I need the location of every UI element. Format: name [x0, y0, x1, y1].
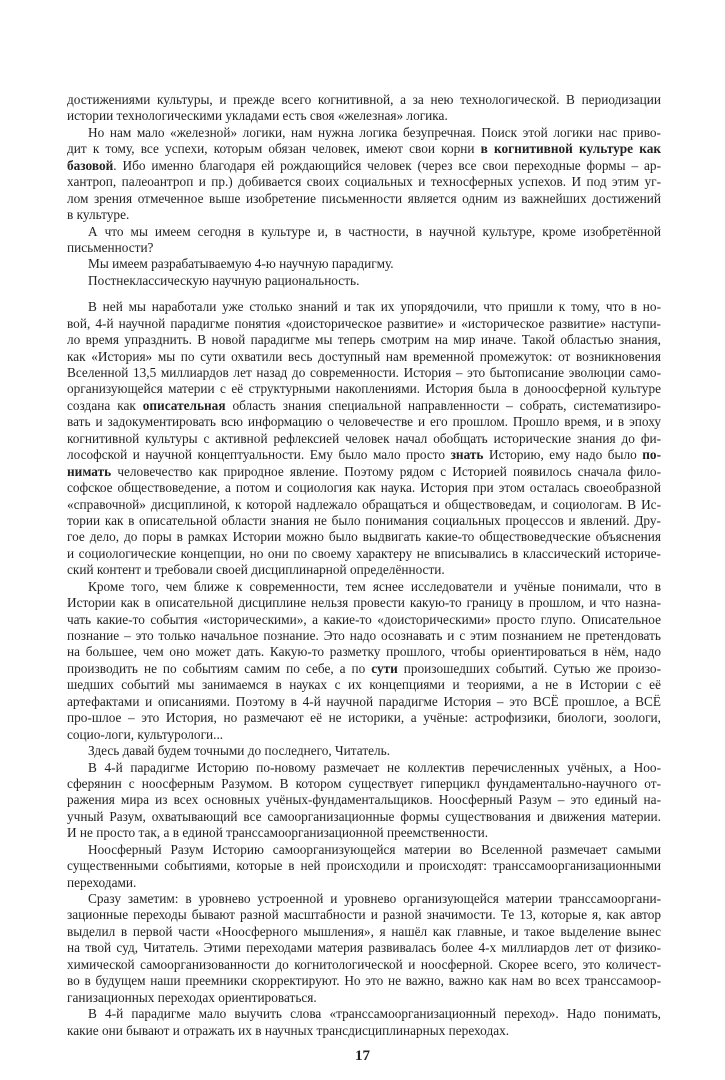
text-line: Но нам мало «железной» логики, нам нужна логика безупречная. Поиск этой логики нас приво- [88, 124, 661, 140]
paragraph [67, 125, 661, 224]
body-text [67, 92, 661, 1039]
text-line: про-шлое – это История, но размечают её не историки, а учёные: астрофизики, биологи, зоологи, [67, 710, 661, 726]
text-line: гое дело, до поры в рамках Истории можно было выдвигать какие-то обществоведческие объяснения [67, 529, 661, 545]
text-line: производить не по событиям самим по себе, а по сути произошедших событий. Сутью же произо- [67, 660, 661, 676]
paragraph [67, 299, 661, 578]
text-line: тории как в описательной области знания не было понимания социальных процессов и явлений. Дру- [67, 512, 661, 528]
text-line: В 4-й парадигме Историю по-новому размечает не коллектив перечисленных учёных, а Ноо- [88, 759, 661, 775]
text-line: когнитивной культуры с активной рефлексией человек начал обобщать исторические знания до фи- [67, 430, 661, 446]
text-line: Ноосферный Разум Историю самоорганизующейся материи во Вселенной размечает самыми [88, 841, 661, 857]
text-line: В ней мы наработали уже столько знаний и так их упорядочили, что пришли к тому, что в но- [88, 299, 661, 315]
text-line: существенными событиями, которые в ней происходили и происходят: транссамоорганизационными [67, 858, 661, 874]
paragraph [67, 224, 661, 257]
text-line: как «История» мы по сути охватили весь доступный нам временной промежуток: от возникновения [67, 348, 661, 364]
text-line: на твой суд, Читатель. Этими переходами материя развивалась более 4-х миллиардов лет от физико- [67, 940, 661, 956]
text-line: Кроме того, чем ближе к современности, тем яснее исследователи и учёные понимали, что в [88, 578, 661, 594]
text-line: А что мы имеем сегодня в культуре и, в частности, в научной культуре, кроме изобретённой [88, 223, 661, 239]
text-line: Вселенной 13,5 миллиардов лет назад до современности. История – это бытописание эволюции само- [67, 365, 661, 380]
text-line: И не просто так, а в единой транссамоорганизационной преемственности. [67, 825, 489, 841]
text-line: Истории как в описательной дисциплине нельзя провести какую-то границу в прошлом, и что назна- [67, 595, 661, 611]
text-line: в культуре. [67, 207, 130, 223]
text-line: Здесь давай будем точными до последнего, Читатель. [88, 743, 391, 759]
text-line: Сразу заметим: в уровнево устроенной и уровнево организующейся материи транссамооргани- [88, 891, 661, 906]
text-line: лософской и научной концептуальности. Ему было мало просто знать Историю, ему надо было по- [67, 447, 662, 463]
paragraph [67, 579, 661, 743]
bold-emphasis: по- [642, 447, 662, 463]
bold-emphasis: описательная [142, 397, 226, 413]
text-line: Постнеклассическую научную рациональность. [88, 272, 360, 288]
bold-emphasis: знать [450, 447, 484, 463]
text-line: достижениями культуры, и прежде всего когнитивной, а за нею технологической. В периодизации [67, 92, 661, 107]
text-line: социо-логи, культурологи... [67, 726, 224, 742]
text-line: «справочной» дисциплиной, к которой надлежало обращаться и обществоведам, и социологам. В Ис- [67, 496, 661, 512]
page-number: 17 [355, 1048, 370, 1064]
text-line: химической самоорганизованности до когнитологической и ноосферной. Скорее всего, это количест- [67, 956, 661, 972]
text-line: нимать человечество как природное явление. Поэтому рядом с Историей появилось сначала фило- [67, 463, 661, 479]
text-line: какие они бывают и отражать их в научных трансдисциплинарных переходах. [67, 1022, 510, 1038]
bold-emphasis: нимать [67, 463, 112, 479]
text-line: организующейся материи с её структурными накоплениями. История была в доноосферной культуре [67, 381, 661, 397]
text-line: В 4-й парадигме мало выучить слова «транссамоорганизационный переход». Надо понимать, [88, 1006, 661, 1022]
text-line: софское обществоведение, а потом и социология как наука. История при этом осталась своеобразной [67, 480, 661, 496]
text-line: чать какие-то события «историческими», а какие-то «доисторическими» просто глупо. Описательное [67, 611, 661, 627]
text-line: дит к тому, все успехи, которым обязан человек, имеют свои корни в когнитивной культуре как [67, 141, 662, 157]
text-line: письменности? [67, 239, 154, 255]
text-line: познание – это только начальное познание. Это надо осознавать и с этим познанием не претендовать [67, 628, 661, 643]
paragraph [67, 256, 661, 272]
paragraph [67, 92, 661, 125]
text-line: Мы имеем разрабатываемую 4-ю научную парадигму. [88, 256, 394, 272]
paragraph [67, 891, 661, 1006]
text-line: выделил в первой части «Ноосферного мышления», я нашёл как главные, и такое выделение вынес [67, 923, 661, 939]
paragraph [67, 273, 661, 289]
text-line: ражения мира из всех основных учёных-фундаментальщиков. Ноосферный Разум – это единый на- [67, 792, 661, 808]
text-line: истории технологическими укладами есть своя «железная» логика. [67, 108, 448, 124]
text-line: зационные переходы бывают разной масштабности и разной значимости. Те 13, которые я, как автор [67, 907, 661, 923]
paragraph [67, 743, 661, 759]
bold-emphasis: базовой [67, 157, 114, 173]
bold-emphasis: в когнитивной культуре как [480, 141, 662, 157]
text-line: ганизационных переходах ориентироваться. [67, 989, 317, 1005]
text-line: шедших событий мы занимаемся в науках с их концепциями и теориями, а не в Истории с её [67, 677, 661, 693]
text-line: лом зрения отмеченное выше изобретение письменности является одним из важнейших достижений [67, 190, 661, 206]
text-line: базовой. Ибо именно благодаря ей рождающийся человек (через все свои переходные формы – ар- [67, 157, 661, 173]
text-line: ский контент и требовали своей дисциплинарной определённости. [67, 562, 445, 578]
text-line: создана как описательная область знания специальной направленности – собрать, систематизиро- [67, 397, 661, 413]
paragraph [67, 842, 661, 891]
text-line: переходами. [67, 874, 137, 890]
text-line: вать и задокументировать всю информацию о человечестве и его прошлом. Прошло время, и в эпоху [67, 414, 661, 430]
text-line: ло время упразднить. В новой парадигме мы теперь смотрим на мир иначе. Такой областью знания, [67, 332, 661, 348]
text-line: и социологические концепции, но они по своему характеру не вписывались в классический историче- [67, 545, 661, 561]
text-line: учный Разум, охватывающий все самоорганизационные формы существования и движения материи. [67, 808, 661, 824]
text-line: во в будущем наши преемники скорректируют. Но это не важно, важно как нам во всех транссамоор- [67, 973, 661, 989]
text-line: хантроп, палеоантроп и пр.) добивается своих социальных и техносферных успехов. И под этим уг- [67, 174, 661, 190]
text-line: артефактами и описаниями. Поэтому в 4-й научной парадигме История – это ВСЁ прошлое, а ВСЁ [67, 693, 661, 709]
paragraph [67, 760, 661, 842]
text-line: на большее, чем оно может дать. Какую-то разметку прошлого, чтобы ориентироваться в нём, надо [67, 644, 661, 660]
text-line: сферянин с ноосферным Разумом. В котором существует гиперцикл фундаментально-научного от- [67, 775, 661, 791]
paragraph [67, 1006, 661, 1039]
bold-emphasis: сути [371, 660, 398, 676]
text-line: вой, 4-й научной парадигме понятия «доисторическое развитие» и «историческое развитие» наступи- [67, 315, 661, 331]
